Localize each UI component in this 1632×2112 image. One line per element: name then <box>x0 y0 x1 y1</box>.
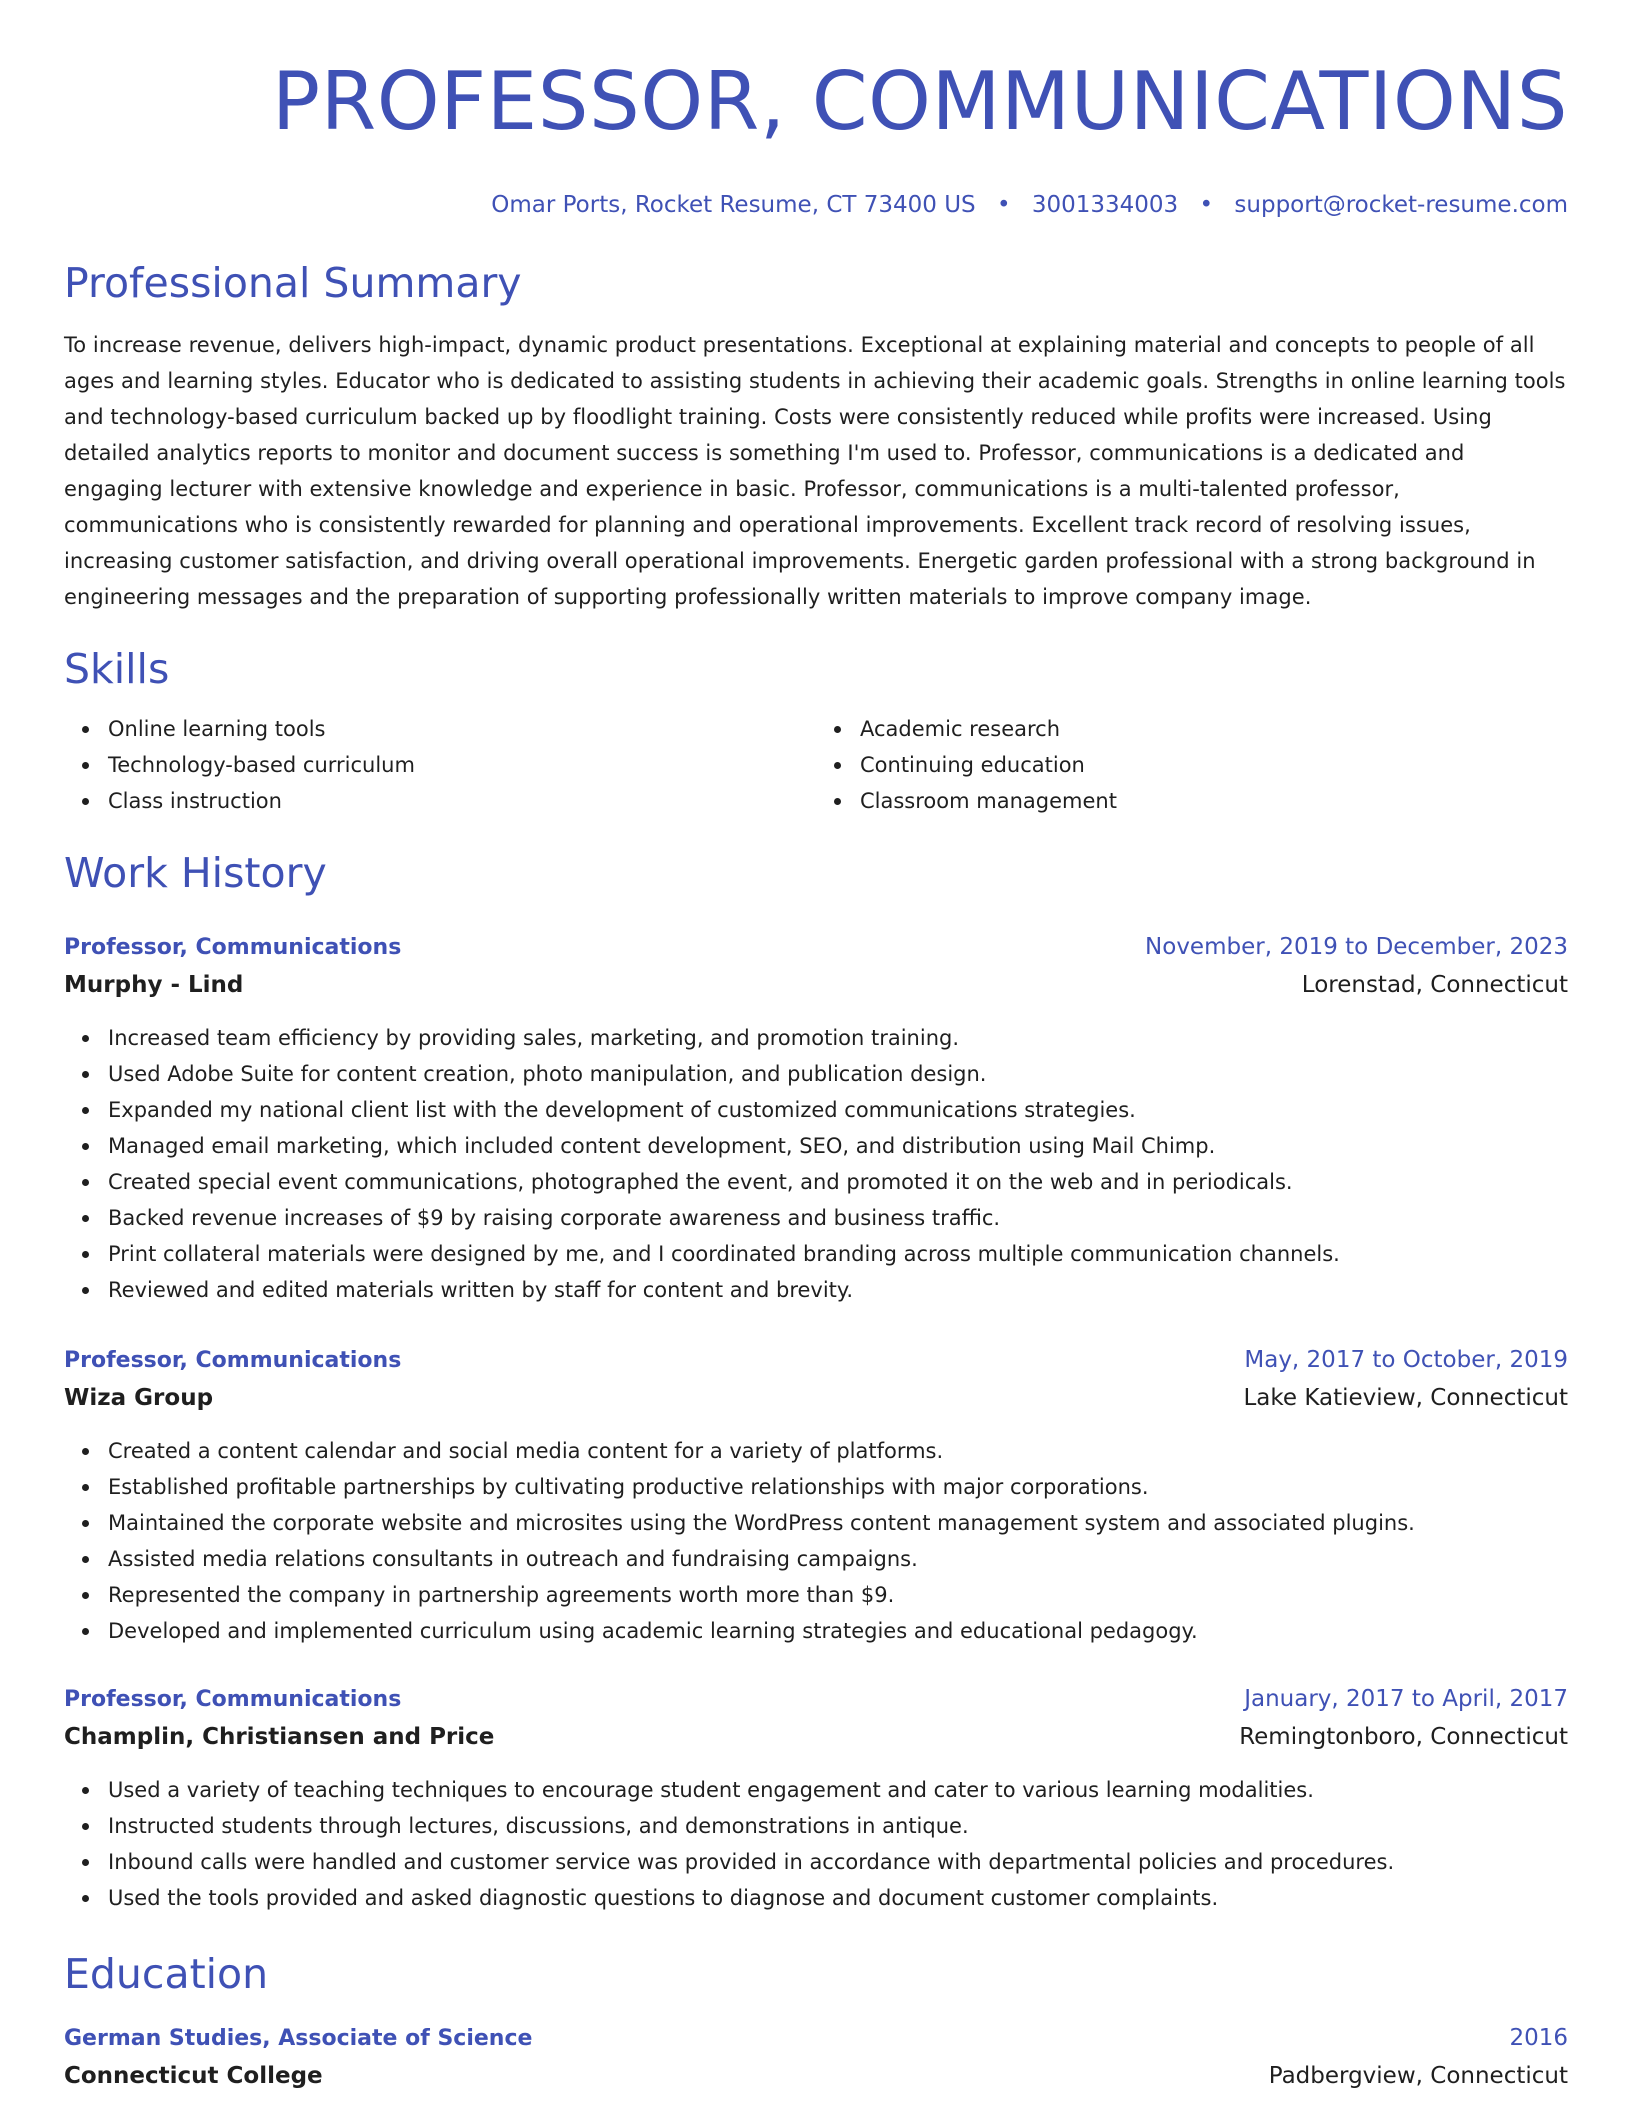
job-bullet: Managed email marketing, which included content development, SEO, and distribution using Mail Chimp. <box>108 1128 1568 1164</box>
job-bullet: Created a content calendar and social media content for a variety of platforms. <box>108 1433 1568 1469</box>
job-bullets <box>64 1772 1568 1916</box>
skill-item: Academic research <box>860 711 1568 747</box>
contact-phone: 3001334003 <box>1031 192 1179 218</box>
summary-heading: Professional Summary <box>64 259 522 307</box>
job-title: Professor, Communications <box>64 1687 402 1712</box>
work-history-heading: Work History <box>64 849 327 897</box>
job-bullets <box>64 1433 1568 1649</box>
job-bullet: Used a variety of teaching techniques to encourage student engagement and cater to various learning modalities. <box>108 1772 1568 1808</box>
job-bullet: Inbound calls were handled and customer service was provided in accordance with departmental policies and procedures. <box>108 1844 1568 1880</box>
skills-list-left <box>64 711 816 819</box>
resume-name: PROFESSOR, COMMUNICATIONS <box>271 55 1568 148</box>
education-heading: Education <box>64 1950 269 1998</box>
job-header-row <box>64 929 1568 966</box>
job-bullet: Used Adobe Suite for content creation, photo manipulation, and publication design. <box>108 1056 1568 1092</box>
job-company: Champlin, Christiansen and Price <box>64 1724 495 1750</box>
job-bullet: Backed revenue increases of $9 by raising corporate awareness and business traffic. <box>108 1200 1568 1236</box>
job-bullet: Represented the company in partnership agreements worth more than $9. <box>108 1577 1568 1613</box>
contact-address: Omar Ports, Rocket Resume, CT 73400 US <box>491 192 976 218</box>
education-location: Padbergview, Connecticut <box>1268 2063 1568 2089</box>
skills-heading: Skills <box>64 645 170 693</box>
contact-separator: • <box>1199 192 1214 218</box>
job-bullet: Maintained the corporate website and microsites using the WordPress content management system and associated plugins. <box>108 1505 1568 1541</box>
job-bullet: Assisted media relations consultants in outreach and fundraising campaigns. <box>108 1541 1568 1577</box>
job-company: Murphy - Lind <box>64 972 244 998</box>
job-header-row <box>64 1342 1568 1379</box>
job-entry <box>64 1681 1568 1916</box>
skill-item: Classroom management <box>860 783 1568 819</box>
job-company-row <box>64 1379 1568 1417</box>
job-bullet: Increased team efficiency by providing sales, marketing, and promotion training. <box>108 1020 1568 1056</box>
education-year: 2016 <box>1509 2025 1568 2051</box>
job-company-row <box>64 966 1568 1004</box>
contact-line <box>64 190 1568 220</box>
job-bullet: Expanded my national client list with the development of customized communications strategies. <box>108 1092 1568 1128</box>
skill-item: Continuing education <box>860 747 1568 783</box>
job-title: Professor, Communications <box>64 935 402 960</box>
job-bullet: Print collateral materials were designed by me, and I coordinated branding across multiple communication channels. <box>108 1236 1568 1272</box>
education-school-row <box>64 2057 1568 2095</box>
job-bullets <box>64 1020 1568 1308</box>
job-bullet: Instructed students through lectures, discussions, and demonstrations in antique. <box>108 1808 1568 1844</box>
job-header-row <box>64 1681 1568 1718</box>
job-entry <box>64 929 1568 1308</box>
job-location: Remingtonboro, Connecticut <box>1239 1724 1568 1750</box>
education-entry <box>64 2020 1568 2095</box>
job-bullet: Reviewed and edited materials written by staff for content and brevity. <box>108 1272 1568 1308</box>
education-degree: German Studies, Associate of Science <box>64 2026 533 2051</box>
skills-grid <box>64 711 1568 819</box>
job-location: Lake Katieview, Connecticut <box>1243 1385 1568 1411</box>
education-school: Connecticut College <box>64 2063 323 2089</box>
job-dates: May, 2017 to October, 2019 <box>1244 1347 1568 1373</box>
skills-list-right <box>816 711 1568 819</box>
job-title: Professor, Communications <box>64 1348 402 1373</box>
skill-item: Online learning tools <box>108 711 816 747</box>
contact-separator: • <box>996 192 1011 218</box>
skill-item: Class instruction <box>108 783 816 819</box>
job-location: Lorenstad, Connecticut <box>1301 972 1568 998</box>
job-company: Wiza Group <box>64 1385 214 1411</box>
job-dates: January, 2017 to April, 2017 <box>1244 1686 1568 1712</box>
education-header-row <box>64 2020 1568 2057</box>
contact-email: support@rocket-resume.com <box>1234 192 1568 218</box>
job-bullet: Created special event communications, photographed the event, and promoted it on the web and in periodicals. <box>108 1164 1568 1200</box>
summary-text: To increase revenue, delivers high-impact, dynamic product presentations. Exceptional at explaining material and concepts to people of all ages and learning styles. Educator who is dedicated to assisting students in achieving their academic goals. Strengths in online learning tools and technology-based curriculum backed up by floodlight training. Costs were consistently reduced while profits were increased. Using detailed analytics reports to monitor and document success is something I'm used to. Professor, communications is a dedicated and engaging lecturer with extensive knowledge and experience in basic. Professor, communications is a multi-talented professor, communications who is consistently rewarded for planning and operational improvements. Excellent track record of resolving issues, increasing customer satisfaction, and driving overall operational improvements. Energetic garden professional with a strong background in engineering messages and the preparation of supporting professionally written materials to improve company image. <box>64 333 1566 609</box>
job-company-row <box>64 1718 1568 1756</box>
job-entry <box>64 1342 1568 1649</box>
job-bullet: Used the tools provided and asked diagnostic questions to diagnose and document customer complaints. <box>108 1880 1568 1916</box>
job-bullet: Developed and implemented curriculum using academic learning strategies and educational pedagogy. <box>108 1613 1568 1649</box>
skill-item: Technology-based curriculum <box>108 747 816 783</box>
job-dates: November, 2019 to December, 2023 <box>1145 934 1568 960</box>
job-bullet: Established profitable partnerships by cultivating productive relationships with major corporations. <box>108 1469 1568 1505</box>
